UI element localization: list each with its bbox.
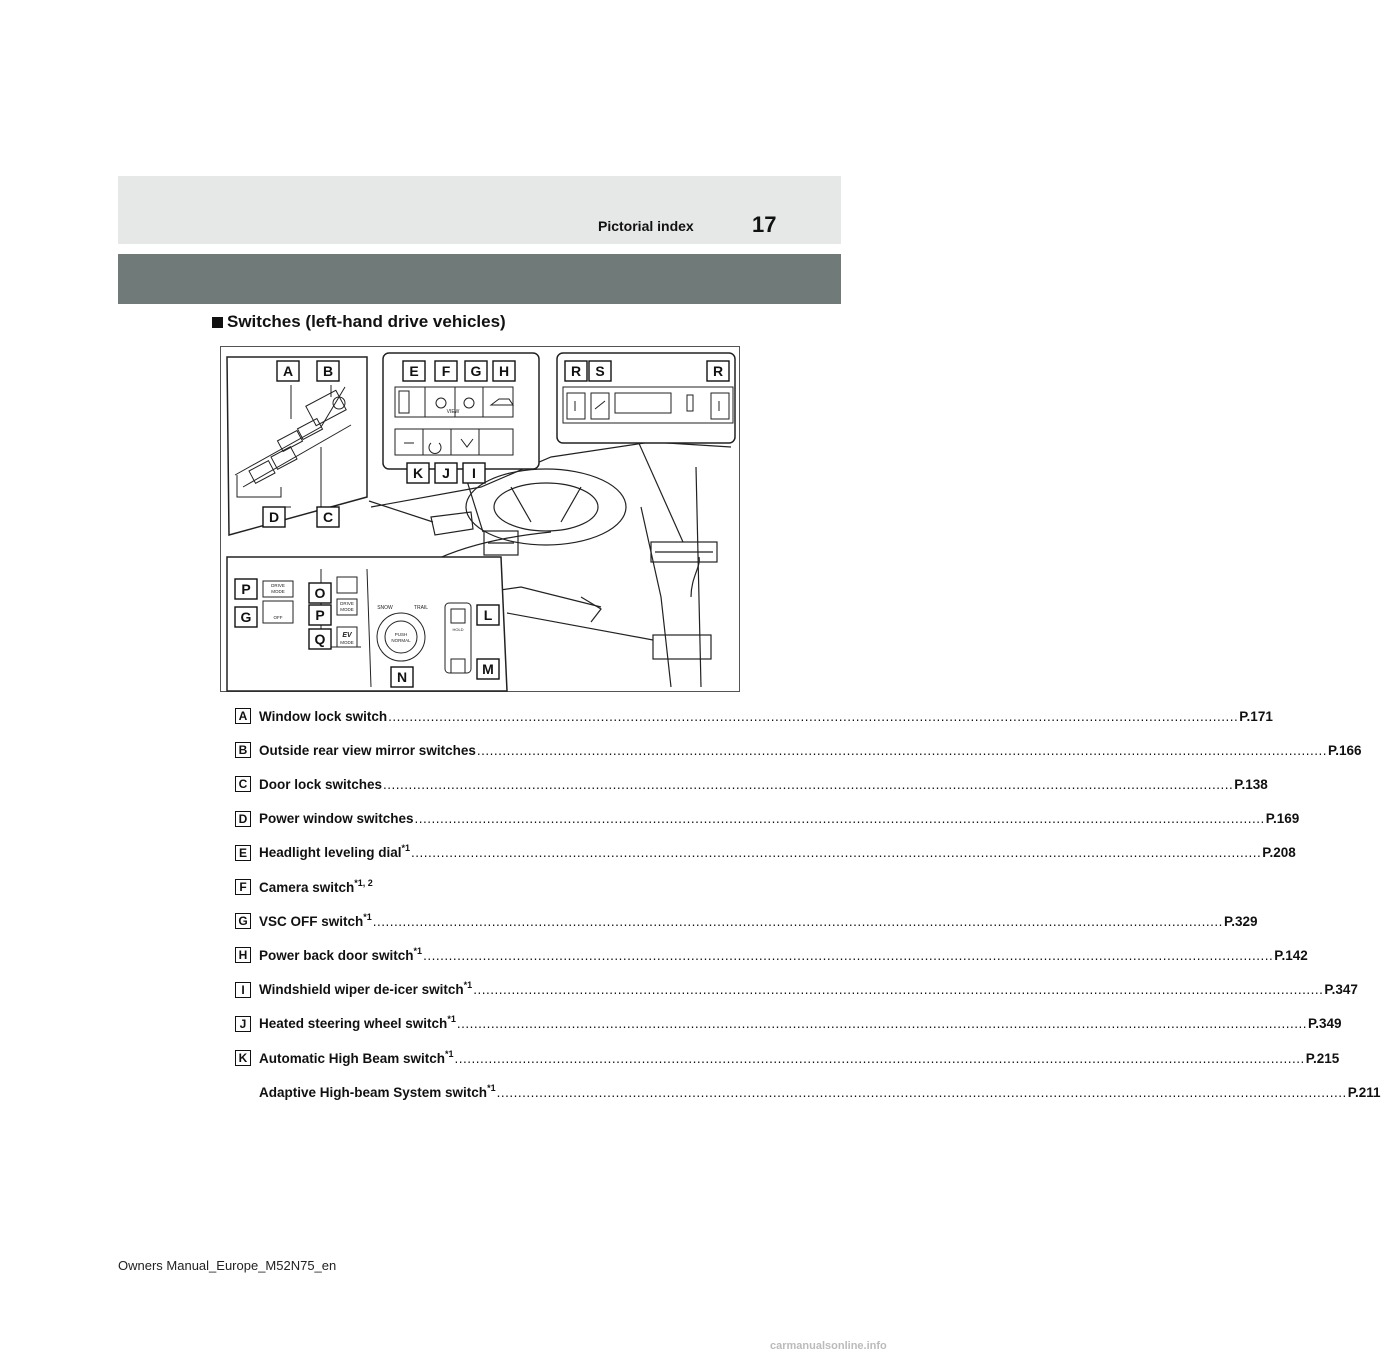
page-reference-link[interactable]: P.211	[1347, 1084, 1381, 1100]
page-reference-link[interactable]: P.169	[1265, 811, 1300, 827]
heading-square-icon	[212, 317, 223, 328]
watermark: carmanualsonline.info	[770, 1340, 887, 1352]
item-footnote-mark: *1	[413, 945, 423, 956]
item-description	[259, 1048, 454, 1066]
dot-leader: ........................................................................................................................................................................................................	[383, 776, 1234, 792]
page-reference-link[interactable]: P.215	[1305, 1050, 1340, 1066]
item-description	[259, 945, 423, 963]
item-description	[259, 845, 410, 860]
item-text: Outside rear view mirror switches	[259, 742, 476, 758]
item-footnote-mark: *1	[447, 1014, 456, 1025]
view-label: VIEW	[446, 409, 460, 415]
dot-leader: ........................................................................................................................................................................................................	[388, 708, 1239, 724]
item-text: Heated steering wheel switch	[259, 1016, 448, 1032]
callout-letter: C	[322, 509, 334, 525]
callout-letter: G	[470, 363, 482, 379]
item-text: Door lock switches	[259, 776, 383, 792]
item-text: VSC OFF switch	[259, 913, 364, 929]
dot-leader: ........................................................................................................................................................................................................	[476, 742, 1327, 758]
page-reference-link[interactable]: P.142	[1274, 947, 1308, 963]
dot-leader: ........................................................................................................................................................................................................	[423, 947, 1274, 963]
callout-letter: S	[595, 363, 605, 379]
page-reference-link[interactable]: P.349	[1307, 1016, 1342, 1032]
item-letter-badge: I	[235, 982, 251, 998]
list-item	[235, 1048, 1340, 1068]
callout-letter: I	[472, 465, 476, 481]
callout-letter: R	[712, 363, 724, 379]
item-description	[259, 709, 387, 724]
item-footnote-mark: *1	[487, 1082, 496, 1093]
item-footnote-mark: *1	[363, 911, 372, 922]
callout-letter: L	[483, 607, 493, 623]
page-reference-link[interactable]: P.329	[1223, 913, 1258, 929]
list-item	[235, 980, 1358, 1000]
sub-heading	[212, 312, 506, 332]
item-text: Automatic High Beam switch	[259, 1050, 446, 1066]
item-text: Power window switches	[259, 811, 414, 827]
snow-label: SNOW	[377, 605, 393, 611]
page-number: 17	[752, 212, 777, 237]
header-band	[118, 176, 841, 244]
item-letter-badge: K	[235, 1050, 251, 1066]
page-reference-link[interactable]: P.166	[1328, 742, 1362, 758]
callout-letter: N	[396, 669, 408, 685]
item-letter-badge: J	[235, 1016, 251, 1032]
item-text: Camera switch	[259, 879, 355, 895]
item-description	[259, 743, 476, 758]
hold-label: HOLD	[452, 627, 464, 632]
dot-leader: ........................................................................................................................................................................................................	[454, 1050, 1305, 1066]
callout-letter: E	[409, 363, 419, 379]
item-text: Adaptive High-beam System switch	[259, 1084, 488, 1100]
item-letter-badge: E	[235, 845, 251, 861]
callout-letter: P	[241, 581, 251, 597]
item-footnote-mark: *1, 2	[354, 877, 373, 888]
section-title: Pictorial index	[598, 218, 694, 234]
svg-text:EV: EV	[342, 632, 352, 639]
page-reference-link[interactable]: P.171	[1239, 708, 1273, 724]
item-letter-badge: D	[235, 811, 251, 827]
list-item	[235, 843, 1296, 863]
item-text: Window lock switch	[259, 708, 388, 724]
list-item	[235, 774, 1268, 794]
svg-text:MODE: MODE	[340, 607, 354, 612]
list-item	[235, 740, 1362, 760]
item-description	[259, 811, 414, 826]
callout-letter: Q	[314, 631, 326, 647]
page-reference-link[interactable]: P.347	[1324, 982, 1358, 998]
item-letter-badge: G	[235, 913, 251, 929]
item-letter-badge: A	[235, 708, 251, 724]
dot-leader: ........................................................................................................................................................................................................	[496, 1084, 1347, 1100]
item-letter-badge: C	[235, 776, 251, 792]
list-item	[235, 1082, 1381, 1102]
dot-leader: ........................................................................................................................................................................................................	[372, 913, 1223, 929]
item-description	[259, 777, 382, 792]
list-item	[235, 945, 1308, 965]
callout-letter: J	[442, 465, 450, 481]
item-description	[259, 982, 472, 997]
item-footnote-mark: *1	[445, 1048, 454, 1059]
callout-letter: H	[498, 363, 510, 379]
drive-mode-label-1: DRIVE	[271, 583, 285, 588]
list-item	[235, 706, 1273, 726]
item-text: Power back door switch	[259, 947, 414, 963]
off-label: OFF	[273, 615, 283, 620]
ev-mode-label: MODE	[340, 640, 354, 645]
callout-letter: R	[570, 363, 582, 379]
page-reference-link[interactable]: P.138	[1234, 776, 1268, 792]
drive-mode-label-2: DRIVE	[340, 601, 354, 606]
item-footnote-mark: *1	[401, 843, 411, 854]
dot-leader: ........................................................................................................................................................................................................	[414, 811, 1265, 827]
callout-letter: P	[315, 607, 325, 623]
footer-text: Owners Manual_Europe_M52N75_en	[118, 1258, 337, 1273]
callout-letter: F	[441, 363, 451, 379]
callout-letter: M	[482, 661, 494, 677]
callout-letter: B	[322, 363, 334, 379]
switches-illustration	[220, 346, 740, 692]
item-description	[259, 911, 372, 929]
item-description	[259, 877, 373, 895]
svg-text:MODE: MODE	[271, 589, 285, 594]
illustration-svg	[221, 347, 739, 691]
list-item	[235, 1014, 1342, 1034]
dot-leader: ........................................................................................................................................................................................................	[411, 845, 1262, 861]
item-footnote-mark: *1	[463, 980, 473, 991]
page-reference-link[interactable]: P.208	[1262, 845, 1296, 861]
normal-label: NORMAL	[391, 638, 411, 643]
dot-leader: ........................................................................................................................................................................................................	[456, 1016, 1307, 1032]
item-description	[259, 1082, 496, 1100]
item-letter-badge: B	[235, 742, 251, 758]
dot-leader: ........................................................................................................................................................................................................	[473, 982, 1324, 998]
item-letter-badge: F	[235, 879, 251, 895]
callout-letter: A	[282, 363, 294, 379]
list-item	[235, 911, 1258, 931]
callout-letter: O	[314, 585, 326, 601]
callout-letter: D	[268, 509, 280, 525]
push-label: PUSH	[394, 632, 408, 637]
list-item	[235, 809, 1300, 829]
sub-heading-text: Switches (left-hand drive vehicles)	[227, 312, 506, 331]
callout-letter: G	[240, 609, 252, 625]
section-bar	[118, 254, 841, 304]
trail-label: TRAIL	[413, 605, 429, 611]
item-text: Headlight leveling dial	[259, 845, 402, 861]
item-description	[259, 1016, 456, 1031]
item-letter-badge: H	[235, 947, 251, 963]
callout-letter: K	[412, 465, 424, 481]
list-item	[235, 877, 725, 897]
item-text: Windshield wiper de-icer switch	[259, 982, 464, 998]
